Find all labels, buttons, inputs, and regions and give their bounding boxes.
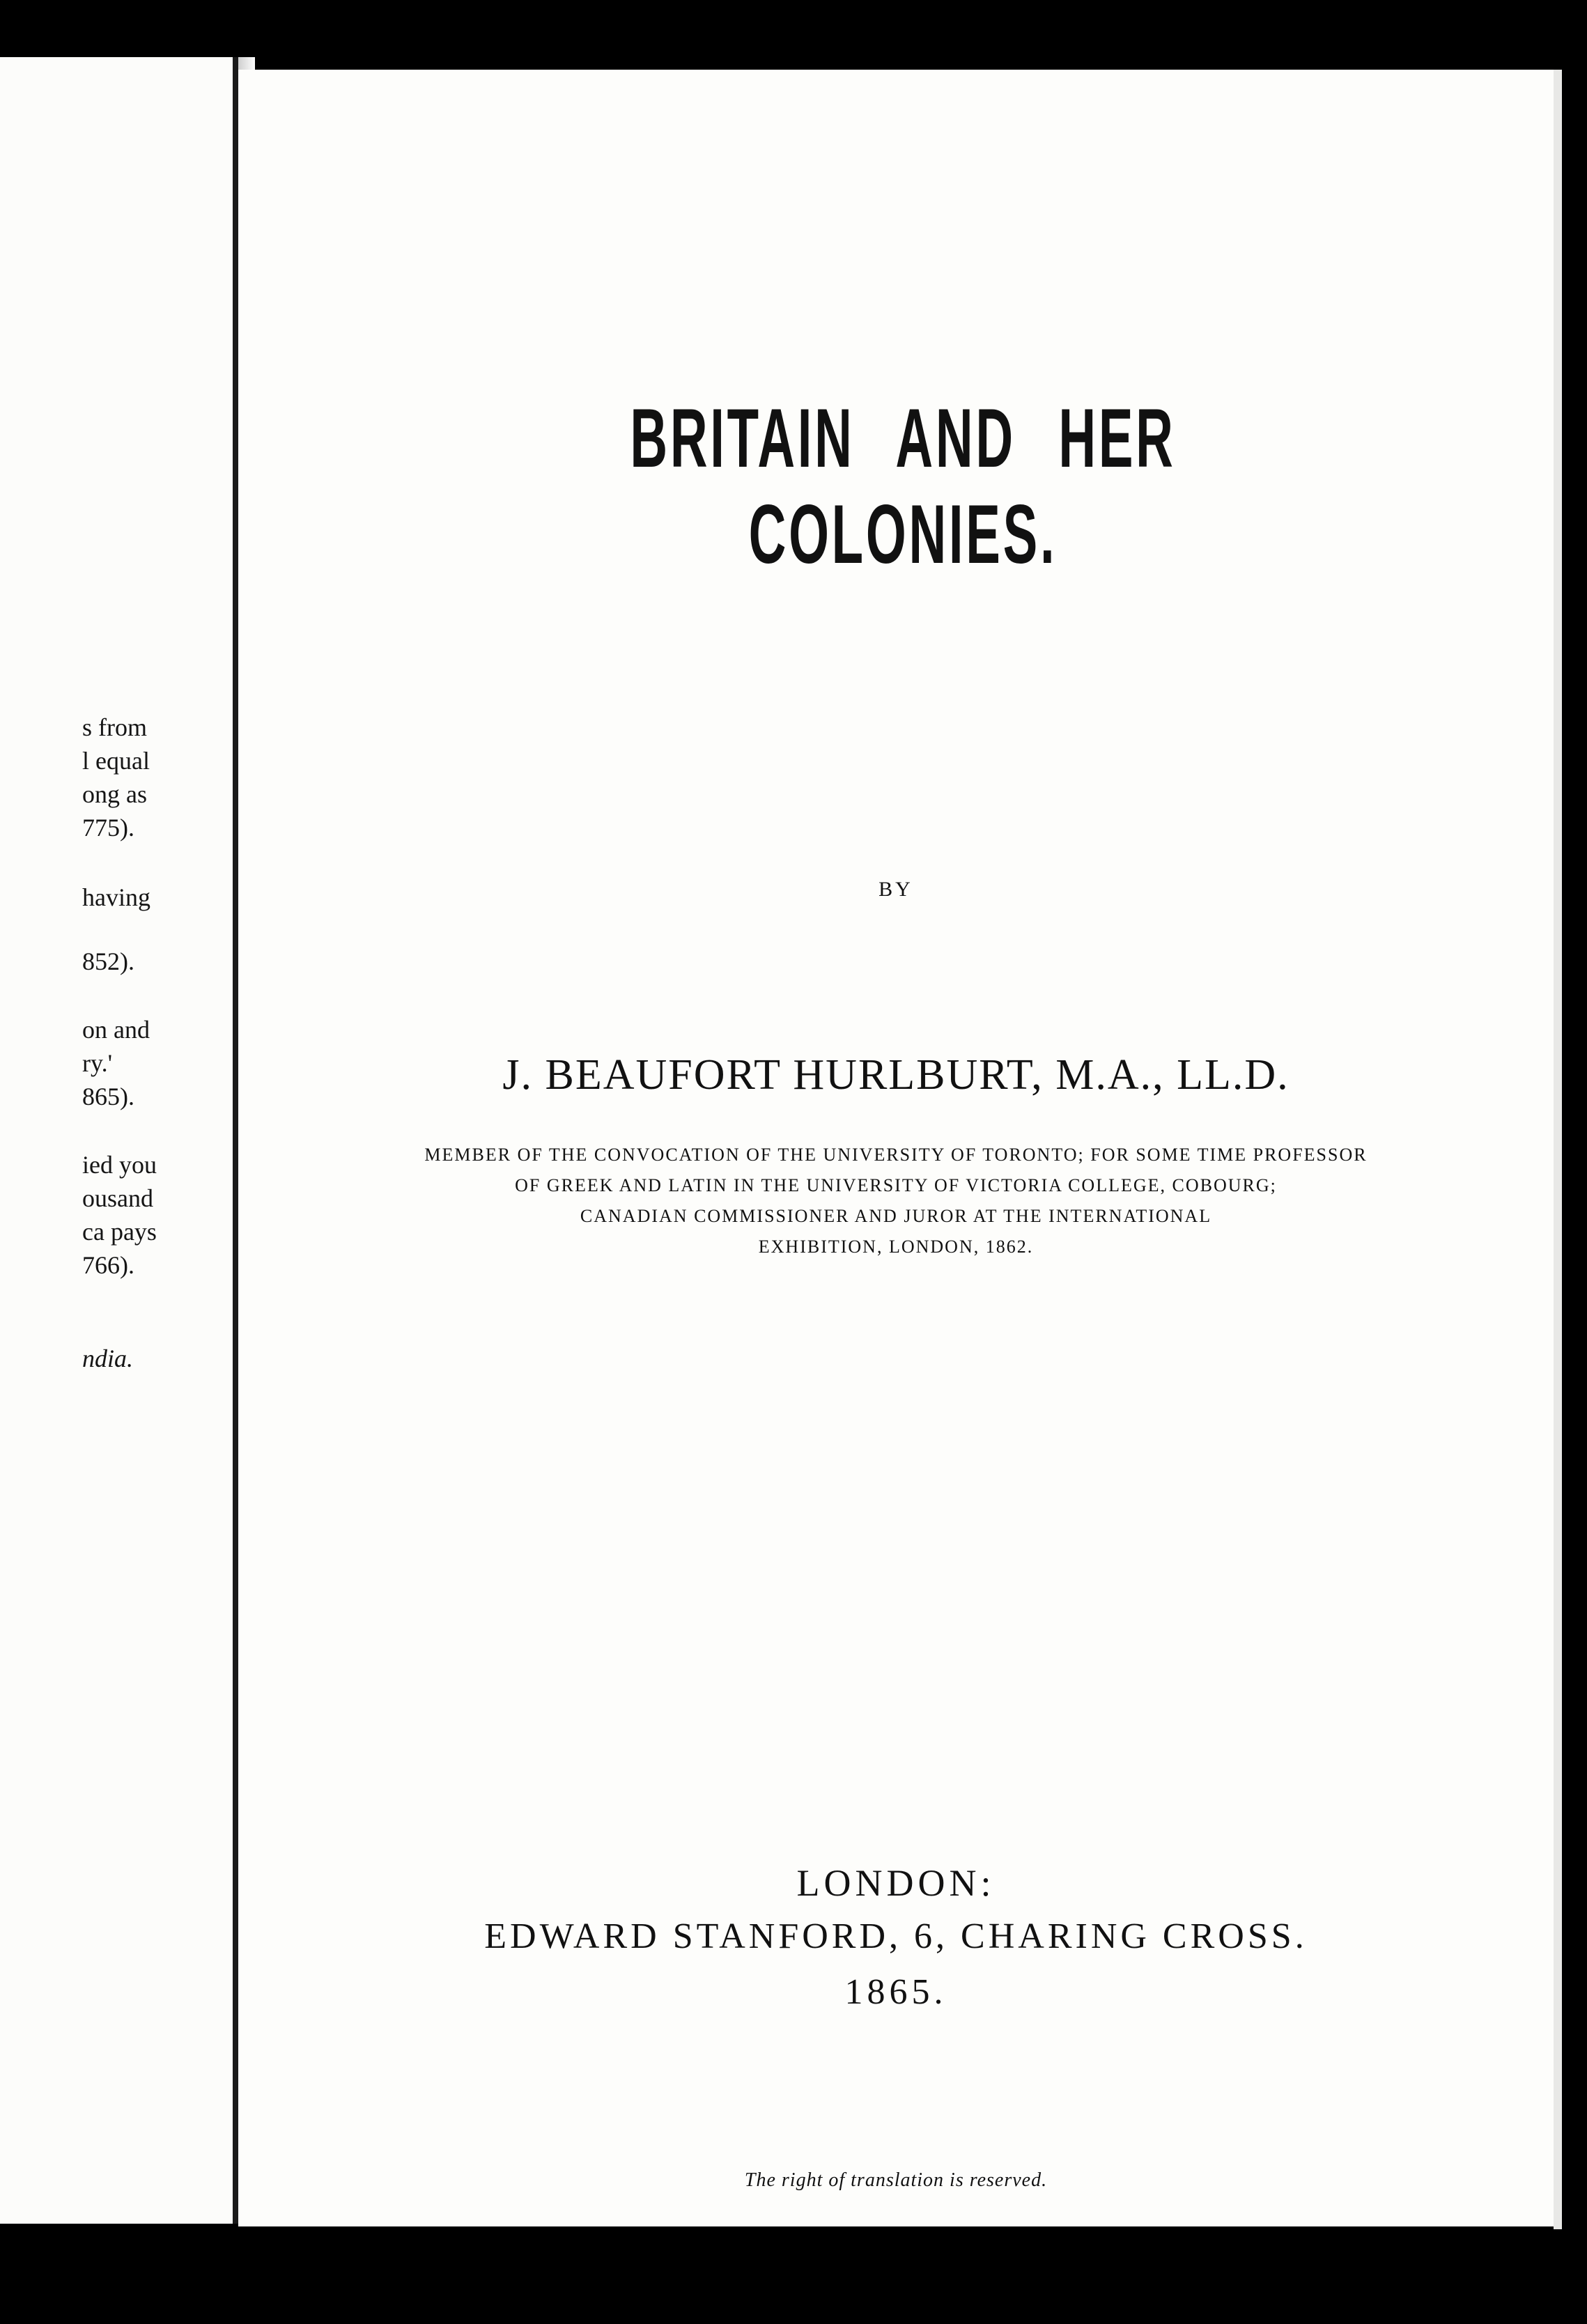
facing-text-line: l equal bbox=[82, 747, 150, 775]
author-credentials bbox=[238, 1140, 1554, 1262]
facing-text-line: ied you bbox=[82, 1151, 157, 1179]
author-name: J. BEAUFORT HURLBURT, M.A., LL.D. bbox=[502, 1051, 1290, 1099]
facing-text-line: on and bbox=[82, 1016, 150, 1044]
facing-text-line: 766). bbox=[82, 1251, 134, 1279]
book-title: BRITAIN AND HER COLONIES. bbox=[630, 392, 1176, 581]
facing-text-line: ndia. bbox=[82, 1345, 134, 1372]
credentials-line: OF GREEK AND LATIN IN THE UNIVERSITY OF VICTORIA COLLEGE, COBOURG; bbox=[515, 1175, 1277, 1195]
facing-text-line: s from bbox=[82, 713, 147, 741]
binding-gutter bbox=[233, 57, 238, 2224]
facing-text-line: 865). bbox=[82, 1083, 134, 1110]
facing-text-line: ry.' bbox=[82, 1049, 113, 1077]
credentials-line: CANADIAN COMMISSIONER AND JUROR AT THE INTERNATIONAL bbox=[580, 1206, 1212, 1226]
facing-text-line: ca pays bbox=[82, 1218, 157, 1246]
publication-year: 1865. bbox=[844, 1972, 947, 2012]
facing-text-line: 775). bbox=[82, 814, 134, 842]
credentials-line: EXHIBITION, LONDON, 1862. bbox=[758, 1237, 1034, 1257]
title-page bbox=[238, 70, 1554, 2226]
by-line: BY bbox=[878, 878, 913, 901]
facing-text-line: ong as bbox=[82, 780, 147, 808]
facing-page-fragment bbox=[0, 57, 235, 2224]
facing-text-line: having bbox=[82, 883, 150, 911]
facing-text-line: ousand bbox=[82, 1184, 153, 1212]
publication-place: LONDON: bbox=[796, 1862, 996, 1904]
credentials-line: MEMBER OF THE CONVOCATION OF THE UNIVERSITY OF TORONTO; FOR SOME TIME PROFESSOR bbox=[424, 1145, 1368, 1165]
facing-text-line: 852). bbox=[82, 947, 134, 975]
page-edge bbox=[1554, 70, 1562, 2229]
rights-notice: The right of translation is reserved. bbox=[744, 2169, 1048, 2191]
publisher: EDWARD STANFORD, 6, CHARING CROSS. bbox=[484, 1916, 1308, 1956]
